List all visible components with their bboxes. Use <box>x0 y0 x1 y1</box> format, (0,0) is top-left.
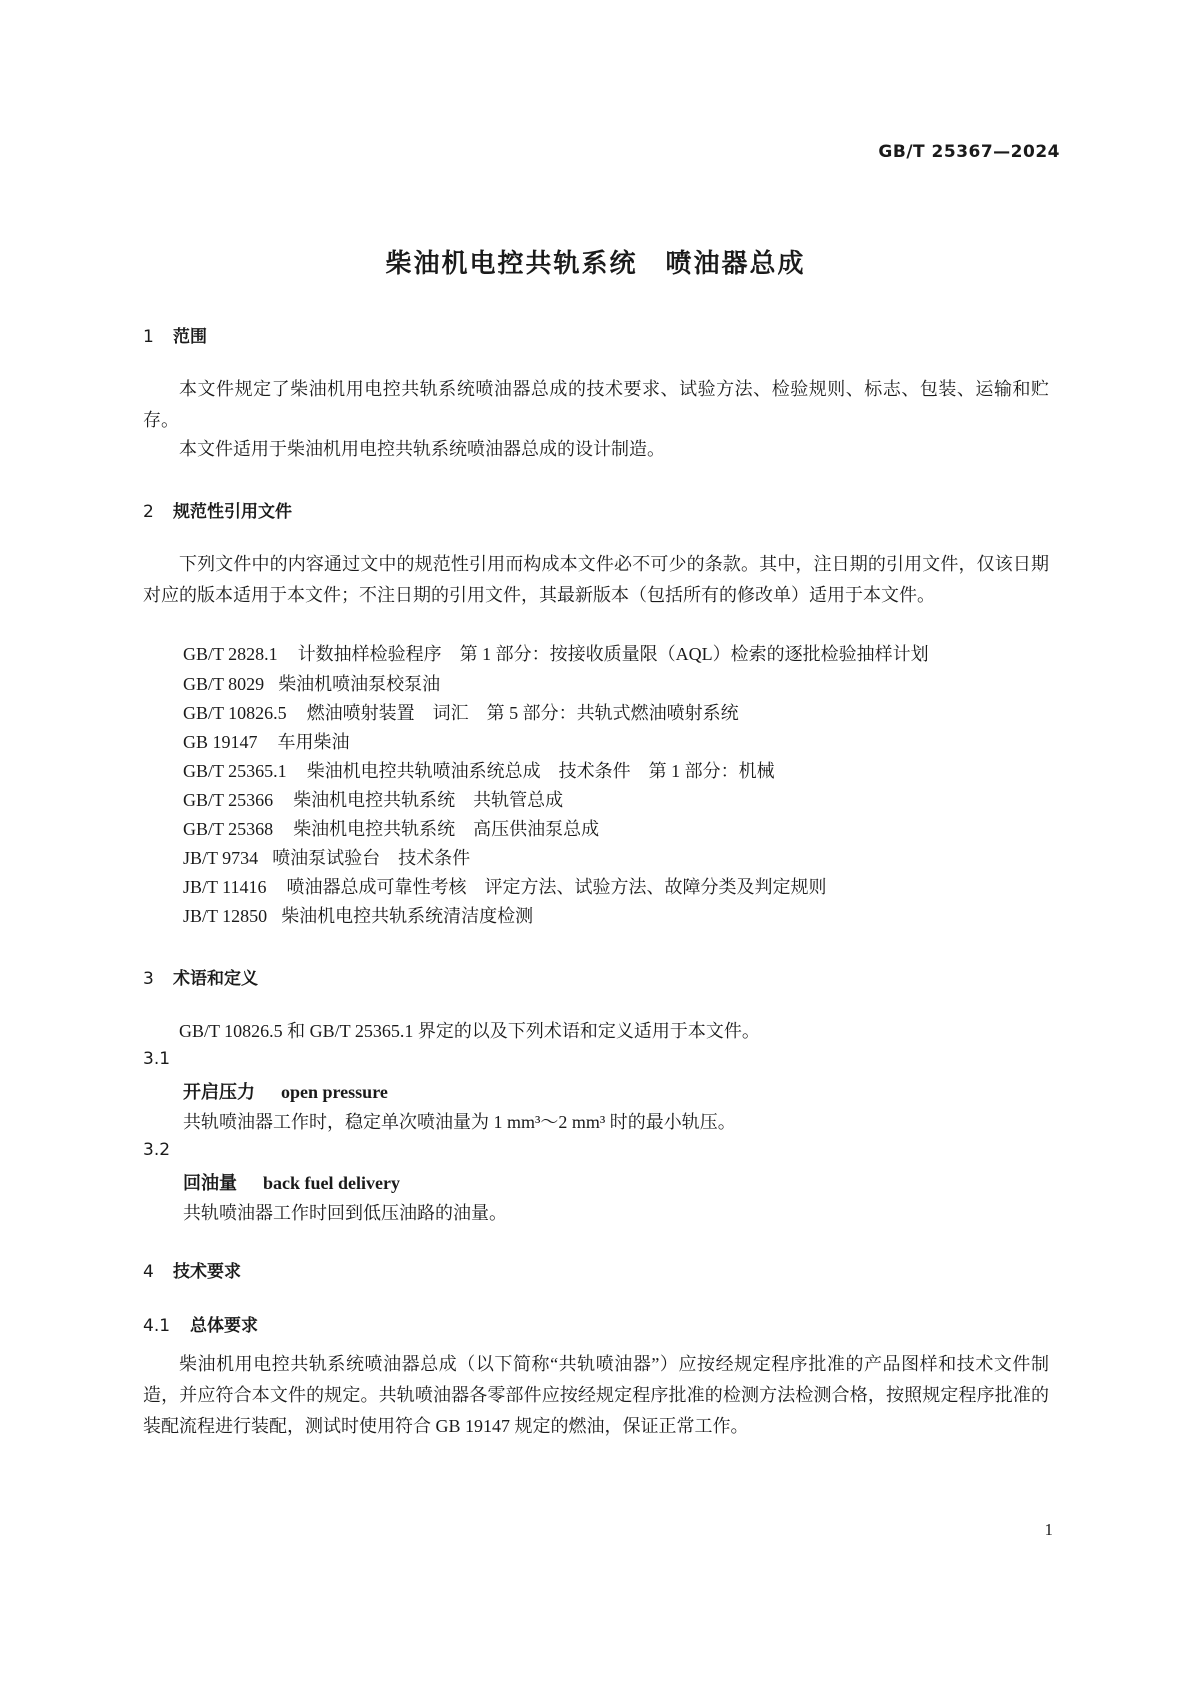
reference-title: 柴油机电控共轨喷油系统总成 技术条件 第 1 部分：机械 <box>306 761 775 781</box>
reference-code: GB/T 2828.1 <box>183 644 278 664</box>
reference-item <box>183 757 775 783</box>
reference-title: 计数抽样检验程序 第 1 部分：按接收质量限（AQL）检索的逐批检验抽样计划 <box>297 644 929 664</box>
section-number: 3 <box>143 969 154 989</box>
term-entry <box>183 1169 400 1195</box>
section-2-intro: 下列文件中的内容通过文中的规范性引用而构成本文件必不可少的条款。其中，注日期的引用文件，仅该日期对应的版本适用于本文件；不注日期的引用文件，其最新版本（包括所有的修改单）适用于本文件。 <box>143 554 1049 605</box>
reference-code: GB/T 10826.5 <box>183 703 287 723</box>
section-number: 4 <box>143 1262 154 1282</box>
reference-title: 喷油器总成可靠性考核 评定方法、试验方法、故障分类及判定规则 <box>286 877 827 897</box>
subsection-4-1-heading <box>143 1311 258 1336</box>
term-entry <box>183 1078 388 1104</box>
reference-item <box>183 873 827 899</box>
reference-code: GB/T 25365.1 <box>183 761 287 781</box>
section-number: 1 <box>143 327 154 347</box>
term-number: 3.1 <box>143 1049 171 1069</box>
reference-code: JB/T 9734 <box>183 848 259 868</box>
reference-title: 柴油机电控共轨系统 共轨管总成 <box>293 790 564 810</box>
reference-title: 车用柴油 <box>277 732 350 752</box>
term-chinese: 回油量 <box>183 1173 237 1194</box>
section-title: 技术要求 <box>173 1262 241 1282</box>
term-definition: 共轨喷油器工作时回到低压油路的油量。 <box>183 1203 507 1223</box>
section-1-heading <box>143 322 207 347</box>
reference-item <box>183 699 739 725</box>
term-chinese: 开启压力 <box>183 1082 255 1103</box>
section-title: 术语和定义 <box>173 969 258 989</box>
reference-item <box>183 902 533 928</box>
section-1-paragraph-2: 本文件适用于柴油机用电控共轨系统喷油器总成的设计制造。 <box>179 439 665 459</box>
term-english: back fuel delivery <box>263 1173 400 1193</box>
section-4-heading <box>143 1257 241 1282</box>
term-english: open pressure <box>281 1082 388 1102</box>
reference-code: GB/T 25366 <box>183 790 274 810</box>
reference-title: 喷油泵试验台 技术条件 <box>272 848 471 868</box>
reference-item <box>183 670 440 696</box>
section-title: 范围 <box>173 327 207 347</box>
reference-item <box>183 844 470 870</box>
reference-code: GB/T 8029 <box>183 674 265 694</box>
reference-item <box>183 815 599 841</box>
subsection-number: 4.1 <box>143 1316 171 1336</box>
reference-title: 燃油喷射装置 词汇 第 5 部分：共轨式燃油喷射系统 <box>306 703 739 723</box>
term-number: 3.2 <box>143 1140 171 1160</box>
reference-code: JB/T 11416 <box>183 877 267 897</box>
subsection-title: 总体要求 <box>190 1316 258 1336</box>
section-2-heading <box>143 497 292 522</box>
page-number: 1 <box>1044 1520 1053 1539</box>
standard-number: GB/T 25367—2024 <box>878 142 1060 162</box>
reference-item <box>183 640 929 666</box>
subsection-4-1-paragraph: 柴油机用电控共轨系统喷油器总成（以下简称“共轨喷油器”）应按经规定程序批准的产品图样和技术文件制造，并应符合本文件的规定。共轨喷油器各零部件应按经规定程序批准的检测方法检测合格，按照规定程序批准的装配流程进行装配，测试时使用符合 GB 19147 规定的燃油，保证正常工作。 <box>143 1354 1049 1436</box>
section-3-heading <box>143 964 258 989</box>
section-title: 规范性引用文件 <box>173 502 292 522</box>
reference-code: GB 19147 <box>183 732 258 752</box>
reference-code: GB/T 25368 <box>183 819 274 839</box>
section-number: 2 <box>143 502 154 522</box>
reference-item <box>183 786 563 812</box>
reference-code: JB/T 12850 <box>183 906 268 926</box>
reference-title: 柴油机喷油泵校泵油 <box>278 674 441 694</box>
section-3-intro: GB/T 10826.5 和 GB/T 25365.1 界定的以及下列术语和定义适用于本文件。 <box>179 1021 760 1041</box>
reference-title: 柴油机电控共轨系统 高压供油泵总成 <box>293 819 600 839</box>
term-definition: 共轨喷油器工作时，稳定单次喷油量为 1 mm³～2 mm³ 时的最小轨压。 <box>183 1112 736 1132</box>
section-1-paragraph-1: 本文件规定了柴油机用电控共轨系统喷油器总成的技术要求、试验方法、检验规则、标志、包装、运输和贮存。 <box>143 379 1049 430</box>
reference-title: 柴油机电控共轨系统清洁度检测 <box>281 906 534 926</box>
reference-item <box>183 728 350 754</box>
document-title: 柴油机电控共轨系统 喷油器总成 <box>385 249 806 279</box>
